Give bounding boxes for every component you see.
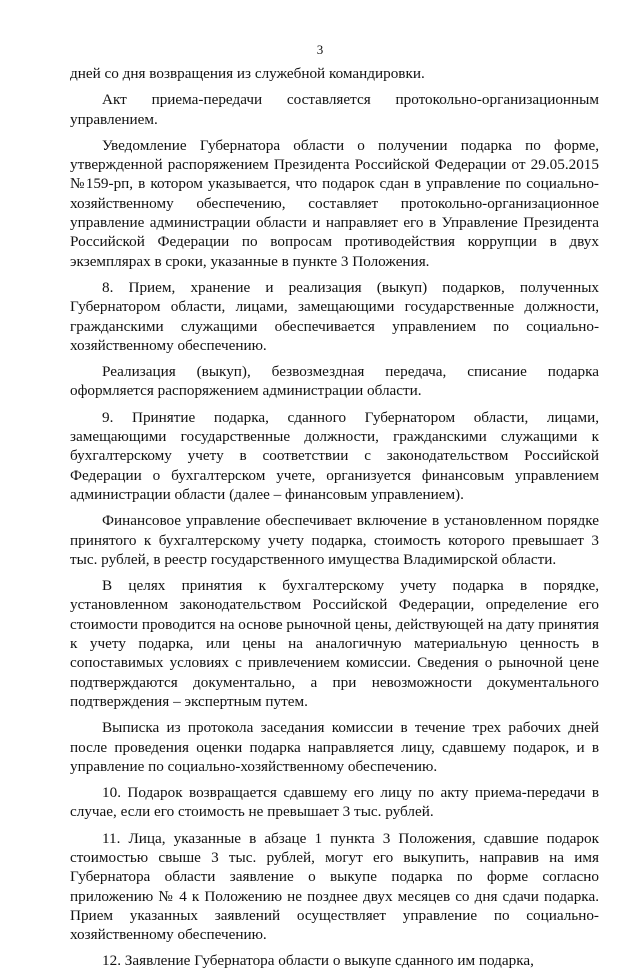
paragraph: Акт приема-передачи составляется протокольно-организационным управлением. — [70, 91, 599, 128]
paragraph: Выписка из протокола заседания комиссии в течение трех рабочих дней после проведения оценки подарка направляется лицу, сдавшему подарок, и в управление по социально-хозяйственному обеспечению. — [70, 719, 599, 775]
paragraph: Финансовое управление обеспечивает включение в установленном порядке принятого к бухгалтерскому учету подарка, стоимость которого превышает 3 тыс. рублей, в реестр государственного имущества Владимирской области. — [70, 512, 599, 568]
document-body — [70, 64, 599, 971]
paragraph: дней со дня возвращения из служебной командировки. — [70, 65, 425, 82]
paragraph: 8. Прием, хранение и реализация (выкуп) подарков, полученных Губернатором области, лицами, замещающими государственные должности, гражданскими служащими обеспечивается управлением по социально-хозяйственному обеспечению. — [70, 278, 599, 354]
paragraph: 12. Заявление Губернатора области о выкупе сданного им подарка, — [102, 952, 534, 970]
paragraph: Уведомление Губернатора области о получении подарка по форме, утвержденной распоряжением Президента Российской Федерации от 29.05.2015 №159-рп, в котором указывается, что подарок сдан в управление по социально-хозяйственному обеспечению, составляет протокольно-организационное управление администрации области и направляет его в Управление Президента Российской Федерации по вопросам противодействия коррупции в двух экземплярах в сроки, указанные в пункте 3 Положения. — [70, 136, 599, 270]
paragraph: 11. Лица, указанные в абзаце 1 пункта 3 Положения, сдавшие подарок стоимостью свыше 3 тыс. рублей, могут его выкупить, направив на имя Губернатора области заявление о выкупе подарка по форме согласно приложению № 4 к Положению не позднее двух месяцев со дня сдачи подарка. Прием указанных заявлений осуществляет управление по социально-хозяйственному обеспечению. — [70, 829, 599, 944]
paragraph: 9. Принятие подарка, сданного Губернатором области, лицами, замещающими государственные должности, гражданскими служащими к бухгалтерскому учету в соответствии с законодательством Российской Федерации о бухгалтерском учете, организуется финансовым управлением администрации области (далее – финансовым управлением). — [70, 408, 599, 503]
page-number: 3 — [316, 42, 324, 57]
paragraph: В целях принятия к бухгалтерскому учету подарка в порядке, установленном законодательством Российской Федерации, определение его стоимости проводится на основе рыночной цены, действующей на дату принятия к учету подарка, или цены на аналогичную материальную ценность в сопоставимых условиях с привлечением комиссии. Сведения о рыночной цене подтверждаются документально, а при невозможности документального подтверждения – экспертным путем. — [70, 577, 599, 710]
paragraph: 10. Подарок возвращается сдавшему его лицу по акту приема-передачи в случае, если его стоимость не превышает 3 тыс. рублей. — [70, 784, 599, 821]
paragraph: Реализация (выкуп), безвозмездная передача, списание подарка оформляется распоряжением администрации области. — [70, 363, 599, 400]
